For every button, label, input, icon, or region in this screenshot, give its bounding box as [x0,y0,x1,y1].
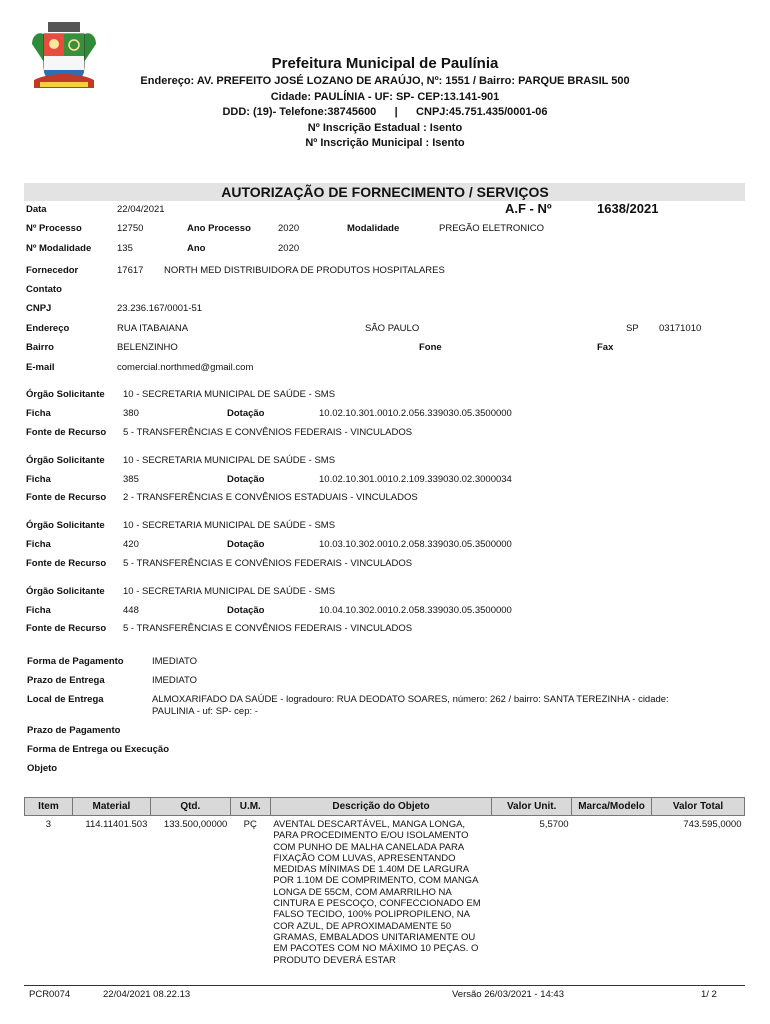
ficha-value: 380 [123,408,139,419]
prazo-entrega-value: IMEDIATO [152,675,198,686]
fonte-label: Fonte de Recurso [26,558,107,569]
af-number: 1638/2021 [597,201,659,216]
fornecedor-code: 17617 [117,265,144,276]
cnpj-value: 23.236.167/0001-51 [117,303,203,314]
footer-timestamp: 22/04/2021 08.22.13 [103,989,191,1000]
cidade-value: SÃO PAULO [365,323,420,334]
cell-marca [572,816,652,969]
fonte-value: 2 - TRANSFERÊNCIAS E CONVÊNIOS ESTADUAIS - VINCULADOS [123,492,418,503]
col-marca: Marca/Modelo [572,798,652,816]
contato-label: Contato [26,284,62,295]
footer-page-number: 1/ 2 [701,989,717,1000]
ano-value: 2020 [278,243,300,254]
orgao-value: 10 - SECRETARIA MUNICIPAL DE SAÚDE - SMS [123,389,336,400]
orgao-label: Órgão Solicitante [26,389,105,400]
cep-value: 03171010 [659,323,702,334]
forma-pagamento-value: IMEDIATO [152,656,198,667]
dotacao-label: Dotação [227,605,265,616]
modalidade-label: Modalidade [347,223,400,234]
fonte-value: 5 - TRANSFERÊNCIAS E CONVÊNIOS FEDERAIS - VINCULADOS [123,623,413,634]
dotacao-value: 10.03.10.302.0010.2.058.339030.05.3500000 [319,539,512,550]
table-row [25,816,745,969]
fax-label: Fax [597,342,614,353]
orgao-value: 10 - SECRETARIA MUNICIPAL DE SAÚDE - SMS [123,455,336,466]
col-qtd: Qtd. [150,798,230,816]
objeto-label: Objeto [27,763,58,774]
table-header-row [25,798,745,816]
endereco-value: RUA ITABAIANA [117,323,189,334]
dotacao-value: 10.02.10.301.0010.2.056.339030.05.3500000 [319,408,512,419]
prazo-entrega-label: Prazo de Entrega [27,675,105,686]
cell-um: PÇ [243,819,257,830]
processo-label: Nº Processo [26,223,82,234]
col-item: Item [25,798,73,816]
footer-report-code: PCR0074 [29,989,71,1000]
forma-pagamento-label: Forma de Pagamento [27,656,124,667]
cell-qtd: 133.500,00000 [163,819,228,830]
fonte-value: 5 - TRANSFERÊNCIAS E CONVÊNIOS FEDERAIS - VINCULADOS [123,427,413,438]
footer-version: Versão 26/03/2021 - 14:43 [452,989,564,1000]
municipality-city: Cidade: PAULÍNIA - UF: SP- CEP:13.141-901 [270,91,500,103]
processo-value: 12750 [117,223,144,234]
col-um: U.M. [230,798,270,816]
local-entrega-label: Local de Entrega [27,694,104,705]
cell-valor-unit: 5,5700 [539,819,569,830]
bairro-value: BELENZINHO [117,342,178,353]
fone-label: Fone [419,342,442,353]
prazo-pagamento-label: Prazo de Pagamento [27,725,121,736]
ficha-value: 385 [123,474,139,485]
ficha-label: Ficha [26,539,51,550]
dotacao-value: 10.04.10.302.0010.2.058.339030.05.3500000 [319,605,512,616]
fonte-value: 5 - TRANSFERÊNCIAS E CONVÊNIOS FEDERAIS - VINCULADOS [123,558,413,569]
cnpj-label: CNPJ [26,303,52,314]
items-table [24,797,745,969]
col-material: Material [72,798,150,816]
fornecedor-name: NORTH MED DISTRIBUIDORA DE PRODUTOS HOSPITALARES [164,265,445,276]
ficha-label: Ficha [26,408,51,419]
municipality-address: Endereço: AV. PREFEITO JOSÉ LOZANO DE ARAÚJO, Nº: 1551 / Bairro: PARQUE BRASIL 500 [140,75,630,87]
ano-processo-value: 2020 [278,223,300,234]
fonte-label: Fonte de Recurso [26,492,107,503]
af-label: A.F - Nº [505,201,552,216]
modalidade-value: PREGÃO ELETRONICO [439,223,545,234]
col-descricao: Descrição do Objeto [270,798,492,816]
municipality-phone-cnpj: DDD: (19)- Telefone:38745600 | CNPJ:45.751.435/0001-06 [222,106,548,118]
dotacao-label: Dotação [227,474,265,485]
data-label: Data [26,204,47,215]
orgao-label: Órgão Solicitante [26,586,105,597]
local-entrega-line1: ALMOXARIFADO DA SAÚDE - logradouro: RUA DEODATO SOARES, número: 262 / bairro: SANTA TEREZINHA - cidade: [152,694,669,705]
dotacao-label: Dotação [227,539,265,550]
state-registration: Nº Inscrição Estadual : Isento [307,122,463,134]
col-valor-unit: Valor Unit. [492,798,572,816]
fonte-label: Fonte de Recurso [26,623,107,634]
orgao-value: 10 - SECRETARIA MUNICIPAL DE SAÚDE - SMS [123,520,336,531]
cell-valor-total: 743.595,0000 [683,819,742,830]
municipal-registration: Nº Inscrição Municipal : Isento [305,137,465,149]
ficha-label: Ficha [26,605,51,616]
num-modalidade-value: 135 [117,243,133,254]
municipality-title: Prefeitura Municipal de Paulínia [271,55,499,72]
fonte-label: Fonte de Recurso [26,427,107,438]
ficha-value: 420 [123,539,139,550]
data-value: 22/04/2021 [117,204,165,215]
document-title: AUTORIZAÇÃO DE FORNECIMENTO / SERVIÇOS [221,184,549,200]
ano-label: Ano [187,243,206,254]
dotacao-label: Dotação [227,408,265,419]
endereco-label: Endereço [26,323,70,334]
ano-processo-label: Ano Processo [187,223,251,234]
dotacao-value: 10.02.10.301.0010.2.109.339030.02.3000034 [319,474,512,485]
local-entrega-line2: PAULINIA - uf: SP- cep: - [152,706,258,717]
col-valor-total: Valor Total [652,798,745,816]
orgao-value: 10 - SECRETARIA MUNICIPAL DE SAÚDE - SMS [123,586,336,597]
email-label: E-mail [26,362,55,373]
ficha-label: Ficha [26,474,51,485]
orgao-label: Órgão Solicitante [26,455,105,466]
bairro-label: Bairro [26,342,54,353]
uf-value: SP [626,323,639,334]
footer-divider [24,985,745,986]
num-modalidade-label: Nº Modalidade [26,243,92,254]
cell-item: 3 [45,819,52,830]
cell-descricao: AVENTAL DESCARTÁVEL, MANGA LONGA, PARA PROCEDIMENTO E/OU ISOLAMENTO COM PUNHO DE MALHA CANELADA PARA FIXAÇÃO COM LUVAS, APRESENTANDO MEDIDAS MÍNIMAS DE 1.40M DE LARGURA POR 1.10M DE COMPRIMENTO, COM MANGA LONGA DE 55CM, COM AMARRILHO NA CINTURA E PESCOÇO, CONFECCIONADO EM FALSO TECIDO, 100% POLIPROPILENO, NA COR AZUL, DE APROXIMADAMENTE 50 GRAMAS, EMBALADOS UNITARIAMENTE OU EM PACOTES COM NO MÁXIMO 10 PEÇAS. O PRODUTO DEVERÁ ESTAR [273,819,481,966]
orgao-label: Órgão Solicitante [26,520,105,531]
email-value: comercial.northmed@gmail.com [117,362,254,373]
forma-entrega-label: Forma de Entrega ou Execução [27,744,170,755]
fornecedor-label: Fornecedor [26,265,79,276]
ficha-value: 448 [123,605,139,616]
cell-material: 114.11401.503 [85,819,148,830]
